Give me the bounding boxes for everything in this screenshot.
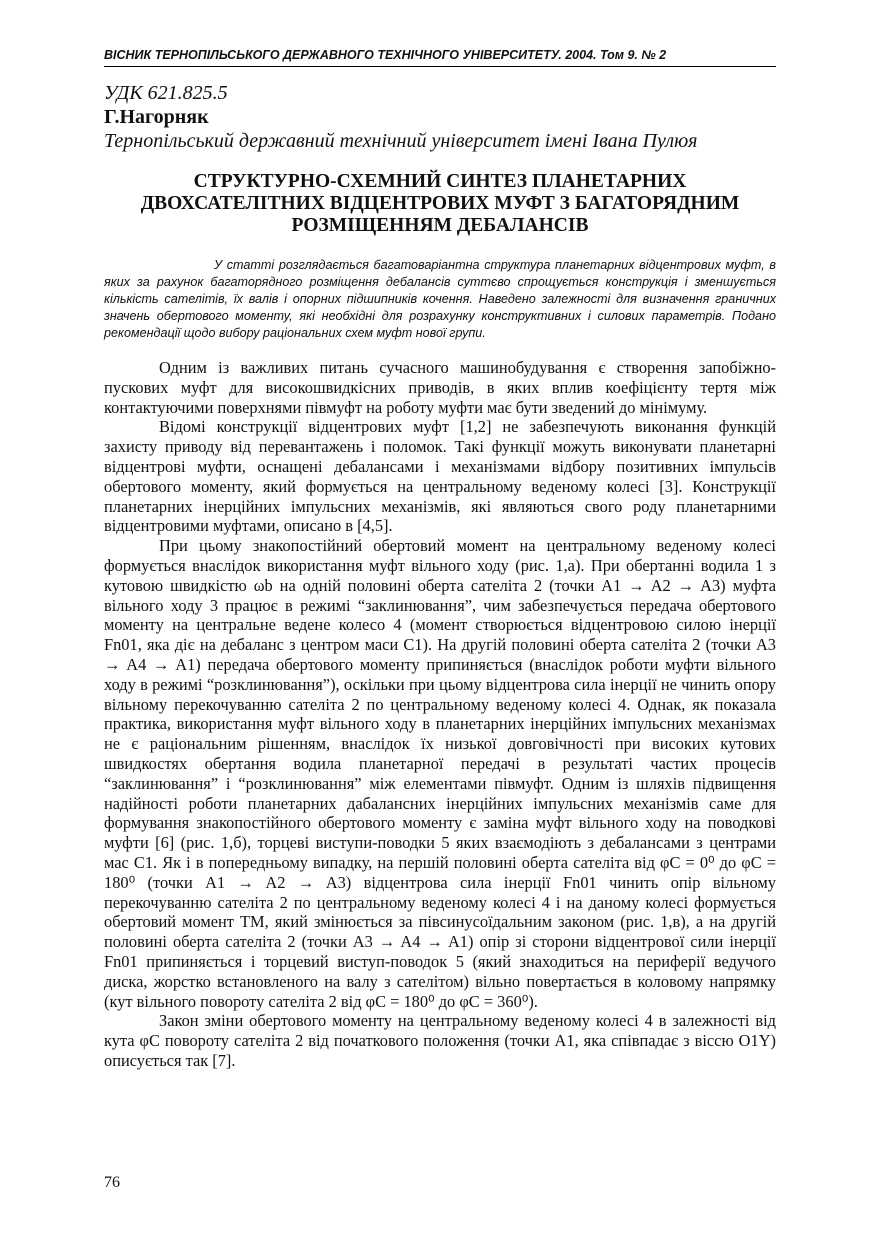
paragraph: Одним із важливих питань сучасного машинобудування є створення запобіжно-пускових муфт для високошвидкісних приводів, в яких вплив коефіцієнту тертя між контактуючими поверхнями півмуфт на роботу муфти має бути зведений до мінімуму. — [104, 358, 776, 417]
paragraph: Відомі конструкції відцентрових муфт [1,2] не забезпечують виконання функцій захисту приводу від перевантажень і поломок. Такі функції можуть виконувати планетарні відцентрові муфти, оснащені дебалансами і механізмами відбору позитивних імпульсів обертового моменту, який формується на центральному веденому колесі [3]. Конструкції планетарних інерційних імпульсних механізмів, які являються свого роду планетарними відцентровими муфтами, описано в [4,5]. — [104, 417, 776, 536]
udk-code: УДК 621.825.5 — [104, 82, 228, 104]
article-title: СТРУКТУРНО-СХЕМНИЙ СИНТЕЗ ПЛАНЕТАРНИХ ДВОХСАТЕЛІТНИХ ВІДЦЕНТРОВИХ МУФТ З БАГАТОРЯДНИМ РОЗМІЩЕННЯМ ДЕБАЛАНСІВ — [140, 171, 740, 236]
running-head: ВІСНИК ТЕРНОПІЛЬСЬКОГО ДЕРЖАВНОГО ТЕХНІЧНОГО УНІВЕРСИТЕТУ. 2004. Том 9. № 2 — [104, 48, 776, 67]
body-text — [104, 358, 776, 1071]
paragraph: Закон зміни обертового моменту на центральному веденому колесі 4 в залежності від кута φC повороту сателіта 2 від початкового положення (точки A1, яка співпадає з віссю O1Y) описується так [7]. — [104, 1011, 776, 1070]
page — [104, 40, 776, 1071]
abstract: У статті розглядається багатоваріантна структура планетарних відцентрових муфт, в яких за рахунок багаторядного розміщення дебалансів суттєво спрощується конструкція і зменшується кількість сателітів, їх валів і опорних підшипників кочення. Наведено залежності для визначення граничних значень обертового моменту, які необхідні для розрахунку конструктивних і силових параметрів. Подано рекомендації щодо вибору раціональних схем муфт нової групи. — [104, 258, 776, 340]
page-number: 76 — [104, 1174, 120, 1191]
author-name: Г.Нагорняк — [104, 106, 209, 128]
paragraph: При цьому знакопостійний обертовий момент на центральному веденому колесі формується внаслідок використання муфт вільного ходу (рис. 1,а). При обертанні водила 1 з кутовою швидкістю ωb на одній половині оберта сателіта 2 (точки A1 → A2 → A3) муфта вільного ходу 3 працює в режимі “заклинювання”, чим забезпечується передача обертового моменту на центральне ведене колесо 4 (момент створюється відцентровою силою інерції Fn01, яка діє на дебаланс з центром маси C1). На другій половині оберта сателіта 2 (точки A3 → A4 → A1) передача обертового моменту припиняється (внаслідок роботи муфти вільного ходу в режимі “розклинювання”), оскільки при цьому відцентрова сила інерції не чинить опору вільному перекочуванню сателіта 2 по центральному веденому колесі 4. Однак, як показала практика, використання муфт вільного ходу в планетарних інерційних імпульсних механізмах не є раціональним рішенням, внаслідок їх низької довговічності при високих кутових швидкостях обертання водила планетарної передачі в результаті частих процесів “заклинювання” і “розклинювання” між елементами півмуфт. Одним із шляхів підвищення надійності роботи планетарних дабалансних інерційних імпульсних механізмів саме для формування знакопостійного обертового моменту є заміна муфт вільного ходу на поводкові муфти [6] (рис. 1,б), торцеві виступи-поводки 5 яких взаємодіють з дебалансами з центрами мас C1. Як і в попередньому випадку, на першій половині оберта сателіта від φC = 0⁰ до φC = 180⁰ (точки A1 → A2 → A3) відцентрова сила інерції Fn01 чинить опір вільному перекочуванню сателіта 2 по центральному веденому колесі 4 і на даному колесі формується обертовий момент TM, який змінюється за півсинусоїдальним законом (рис. 1,в), а на другій половині оберта сателіта 2 (точки A3 → A4 → A1) опір зі сторони відцентрової сили інерції Fn01 припиняється і торцевий виступ-поводок 5 (який знаходиться на периферії ведучого диска, жорстко встановленого на валу з сателітом) вільно повертається в коловому напрямку (кут вільного повороту сателіта 2 від φC = 180⁰ до φC = 360⁰). — [104, 536, 776, 1011]
author-affiliation: Тернопільський державний технічний університет імені Івана Пулюя — [104, 130, 698, 152]
